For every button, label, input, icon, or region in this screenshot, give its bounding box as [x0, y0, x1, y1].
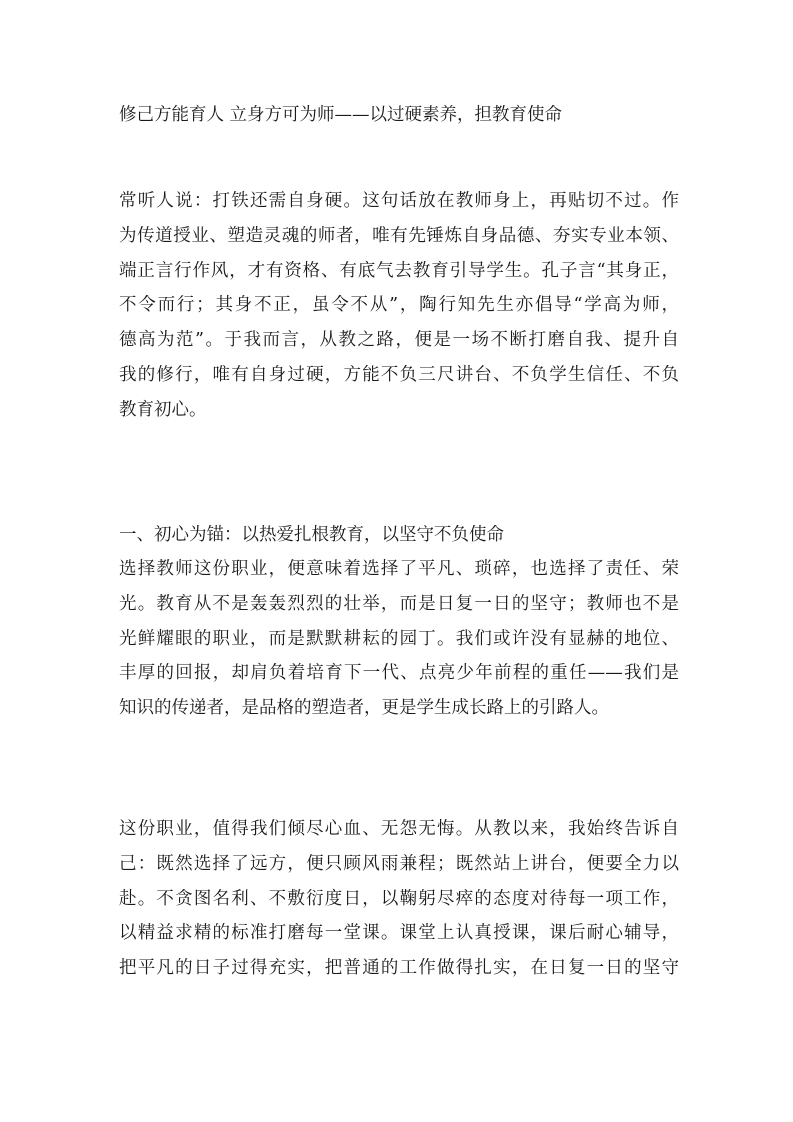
paragraph-intro [119, 184, 679, 428]
paragraph-line: 丰厚的回报，却肩负着培育下一代、点亮少年前程的重任——我们是 [119, 663, 679, 684]
title-line: 修己方能育人 立身方可为师——以过硬素养，担教育使命 [119, 105, 563, 125]
document-title [119, 98, 679, 133]
section-heading [119, 518, 679, 553]
paragraph-line: 常听人说：打铁还需自身硬。这句话放在教师身上，再贴切不过。作 [119, 191, 679, 211]
paragraph-dedication [119, 812, 679, 986]
section-heading-text: 一、初心为锚：以热爱扎根教育，以坚守不负使命 [119, 525, 504, 545]
paragraph-line: 光。教育从不是轰轰烈烈的壮举，而是日复一日的坚守；教师也不是 [119, 593, 679, 614]
paragraph-line: 为传道授业、塑造灵魂的师者，唯有先锤炼自身品德、夯实专业本领、 [119, 225, 679, 246]
paragraph-line: 以精益求精的标准打磨每一堂课。课堂上认真授课，课后耐心辅导， [119, 923, 679, 944]
paragraph-line: 己：既然选择了远方，便只顾风雨兼程；既然站上讲台，便要全力以 [119, 853, 679, 874]
paragraph-career-choice [119, 552, 679, 726]
paragraph-line: 赴。不贪图名利、不敷衍度日，以鞠躬尽瘁的态度对待每一项工作， [119, 888, 679, 909]
paragraph-line: 这份职业，值得我们倾尽心血、无怨无悔。从教以来，我始终告诉自 [119, 819, 679, 839]
paragraph-line: 光鲜耀眼的职业，而是默默耕耘的园丁。我们或许没有显赫的地位、 [119, 628, 679, 649]
paragraph-line: 选择教师这份职业，便意味着选择了平凡、琐碎，也选择了责任、荣 [119, 559, 679, 579]
paragraph-line: 我的修行，唯有自身过硬，方能不负三尺讲台、不负学生信任、不负 [119, 364, 679, 385]
paragraph-line: 教育初心。 [119, 399, 207, 420]
paragraph-line: 德高为范”。于我而言，从教之路，便是一场不断打磨自我、提升自 [119, 330, 679, 351]
paragraph-line: 把平凡的日子过得充实，把普通的工作做得扎实，在日复一日的坚守 [119, 958, 679, 979]
paragraph-line: 知识的传递者，是品格的塑造者，更是学生成长路上的引路人。 [119, 698, 609, 719]
paragraph-line: 不令而行；其身不正，虽令不从”，陶行知先生亦倡导“学高为师， [119, 295, 679, 316]
paragraph-line: 端正言行作风，才有资格、有底气去教育引导学生。孔子言“其身正， [119, 260, 679, 281]
